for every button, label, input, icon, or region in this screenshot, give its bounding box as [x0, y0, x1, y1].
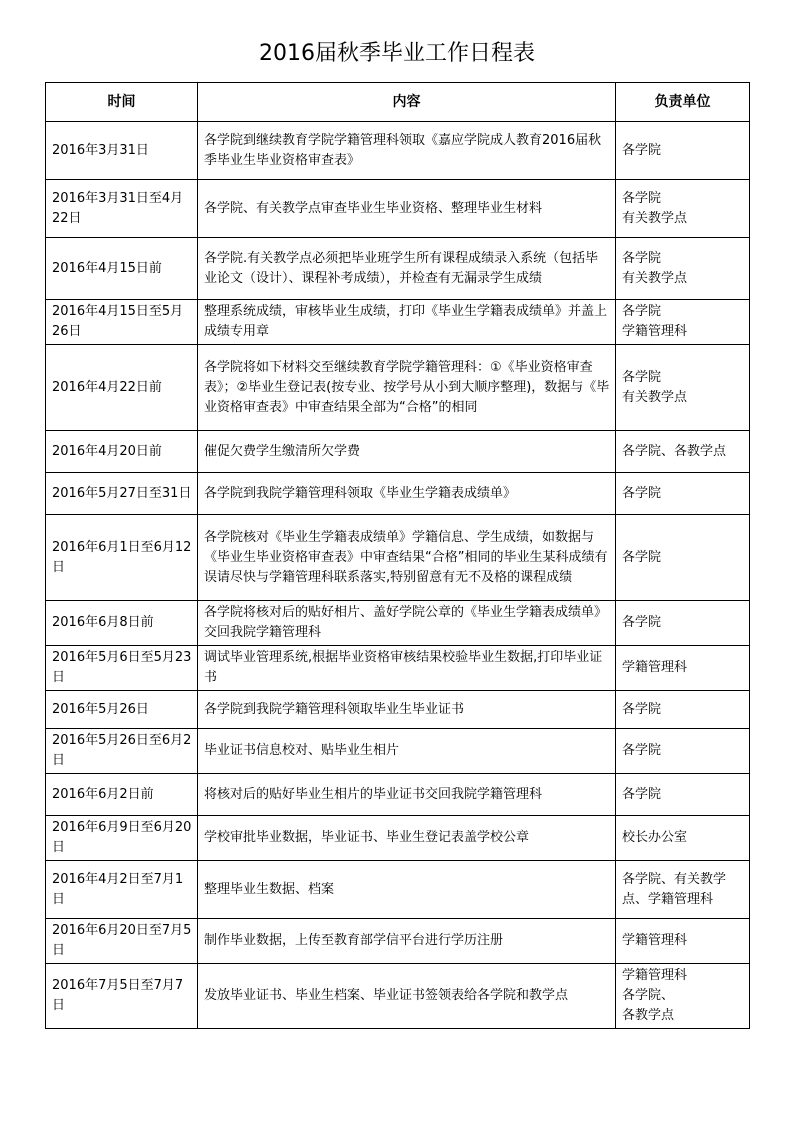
- cell-content: 制作毕业数据，上传至教育部学信平台进行学历注册: [198, 919, 616, 964]
- cell-unit: 各学院: [616, 515, 750, 601]
- cell-time: 2016年4月20日前: [46, 431, 198, 473]
- cell-time: 2016年3月31日: [46, 122, 198, 180]
- cell-unit: 各学院 有关教学点: [616, 238, 750, 300]
- cell-content: 各学院到我院学籍管理科领取毕业生毕业证书: [198, 691, 616, 729]
- cell-content: 催促欠费学生缴清所欠学费: [198, 431, 616, 473]
- cell-unit: 各学院: [616, 122, 750, 180]
- table-row: [46, 919, 750, 964]
- cell-time: 2016年5月27日至31日: [46, 473, 198, 515]
- cell-time: 2016年6月1日至6月12日: [46, 515, 198, 601]
- schedule-table: [45, 82, 750, 1029]
- cell-time: 2016年7月5日至7月7日: [46, 964, 198, 1029]
- cell-unit: 各学院 学籍管理科: [616, 300, 750, 345]
- cell-unit: 各学院: [616, 729, 750, 774]
- cell-content: 发放毕业证书、毕业生档案、毕业证书签领表给各学院和教学点: [198, 964, 616, 1029]
- cell-time: 2016年6月8日前: [46, 601, 198, 646]
- cell-time: 2016年5月6日至5月23日: [46, 646, 198, 691]
- cell-content: 学校审批毕业数据，毕业证书、毕业生登记表盖学校公章: [198, 816, 616, 861]
- cell-unit: 各学院、各教学点: [616, 431, 750, 473]
- cell-unit: 各学院: [616, 774, 750, 816]
- table-row: [46, 300, 750, 345]
- cell-content: 将核对后的贴好毕业生相片的毕业证书交回我院学籍管理科: [198, 774, 616, 816]
- cell-content: 各学院、有关教学点审查毕业生毕业资格、整理毕业生材料: [198, 180, 616, 238]
- table-row: [46, 180, 750, 238]
- cell-content: 各学院到继续教育学院学籍管理科领取《嘉应学院成人教育2016届秋季毕业生毕业资格审查表》: [198, 122, 616, 180]
- table-row: [46, 774, 750, 816]
- table-row: [46, 816, 750, 861]
- cell-time: 2016年4月22日前: [46, 345, 198, 431]
- table-row: [46, 431, 750, 473]
- table-row: [46, 601, 750, 646]
- cell-time: 2016年6月20日至7月5日: [46, 919, 198, 964]
- cell-content: 调试毕业管理系统,根据毕业资格审核结果校验毕业生数据,打印毕业证书: [198, 646, 616, 691]
- cell-content: 整理系统成绩，审核毕业生成绩，打印《毕业生学籍表成绩单》并盖上成绩专用章: [198, 300, 616, 345]
- cell-content: 各学院.有关教学点必须把毕业班学生所有课程成绩录入系统（包括毕业论文（设计）、课程补考成绩），并检查有无漏录学生成绩: [198, 238, 616, 300]
- cell-time: 2016年4月15日至5月26日: [46, 300, 198, 345]
- cell-unit: 各学院、有关教学点、学籍管理科: [616, 861, 750, 919]
- cell-unit: 各学院: [616, 473, 750, 515]
- cell-content: 毕业证书信息校对、贴毕业生相片: [198, 729, 616, 774]
- cell-unit: 校长办公室: [616, 816, 750, 861]
- table-row: [46, 861, 750, 919]
- cell-content: 各学院到我院学籍管理科领取《毕业生学籍表成绩单》: [198, 473, 616, 515]
- cell-time: 2016年4月15日前: [46, 238, 198, 300]
- cell-content: 各学院将核对后的贴好相片、盖好学院公章的《毕业生学籍表成绩单》交回我院学籍管理科: [198, 601, 616, 646]
- page-title: 2016届秋季毕业工作日程表: [259, 41, 535, 66]
- header-content: 内容: [198, 83, 616, 122]
- cell-unit: 学籍管理科: [616, 646, 750, 691]
- cell-unit: 学籍管理科: [616, 919, 750, 964]
- cell-content: 各学院核对《毕业生学籍表成绩单》学籍信息、学生成绩，如数据与《毕业生毕业资格审查表》中审查结果“合格”相同的毕业生某科成绩有误请尽快与学籍管理科联系落实,特别留意有无不及格的课程成绩: [198, 515, 616, 601]
- cell-time: 2016年6月9日至6月20日: [46, 816, 198, 861]
- header-time: 时间: [46, 83, 198, 122]
- cell-time: 2016年5月26日: [46, 691, 198, 729]
- table-row: [46, 646, 750, 691]
- table-row: [46, 238, 750, 300]
- cell-time: 2016年5月26日至6月2日: [46, 729, 198, 774]
- cell-time: 2016年6月2日前: [46, 774, 198, 816]
- cell-content: 各学院将如下材料交至继续教育学院学籍管理科：①《毕业资格审查表》；②毕业生登记表(按专业、按学号从小到大顺序整理)，数据与《毕业资格审查表》中审查结果全部为“合格”的相同: [198, 345, 616, 431]
- table-row: [46, 691, 750, 729]
- cell-unit: 各学院 有关教学点: [616, 345, 750, 431]
- cell-unit: 各学院: [616, 601, 750, 646]
- table-row: [46, 473, 750, 515]
- cell-unit: 学籍管理科 各学院、 各教学点: [616, 964, 750, 1029]
- table-row: [46, 515, 750, 601]
- table-row: [46, 729, 750, 774]
- header-unit: 负责单位: [616, 83, 750, 122]
- cell-time: 2016年4月2日至7月1日: [46, 861, 198, 919]
- cell-time: 2016年3月31日至4月22日: [46, 180, 198, 238]
- table-row: [46, 122, 750, 180]
- table-header-row: [46, 83, 750, 122]
- cell-unit: 各学院: [616, 691, 750, 729]
- table-row: [46, 345, 750, 431]
- table-row: [46, 964, 750, 1029]
- cell-unit: 各学院 有关教学点: [616, 180, 750, 238]
- cell-content: 整理毕业生数据、档案: [198, 861, 616, 919]
